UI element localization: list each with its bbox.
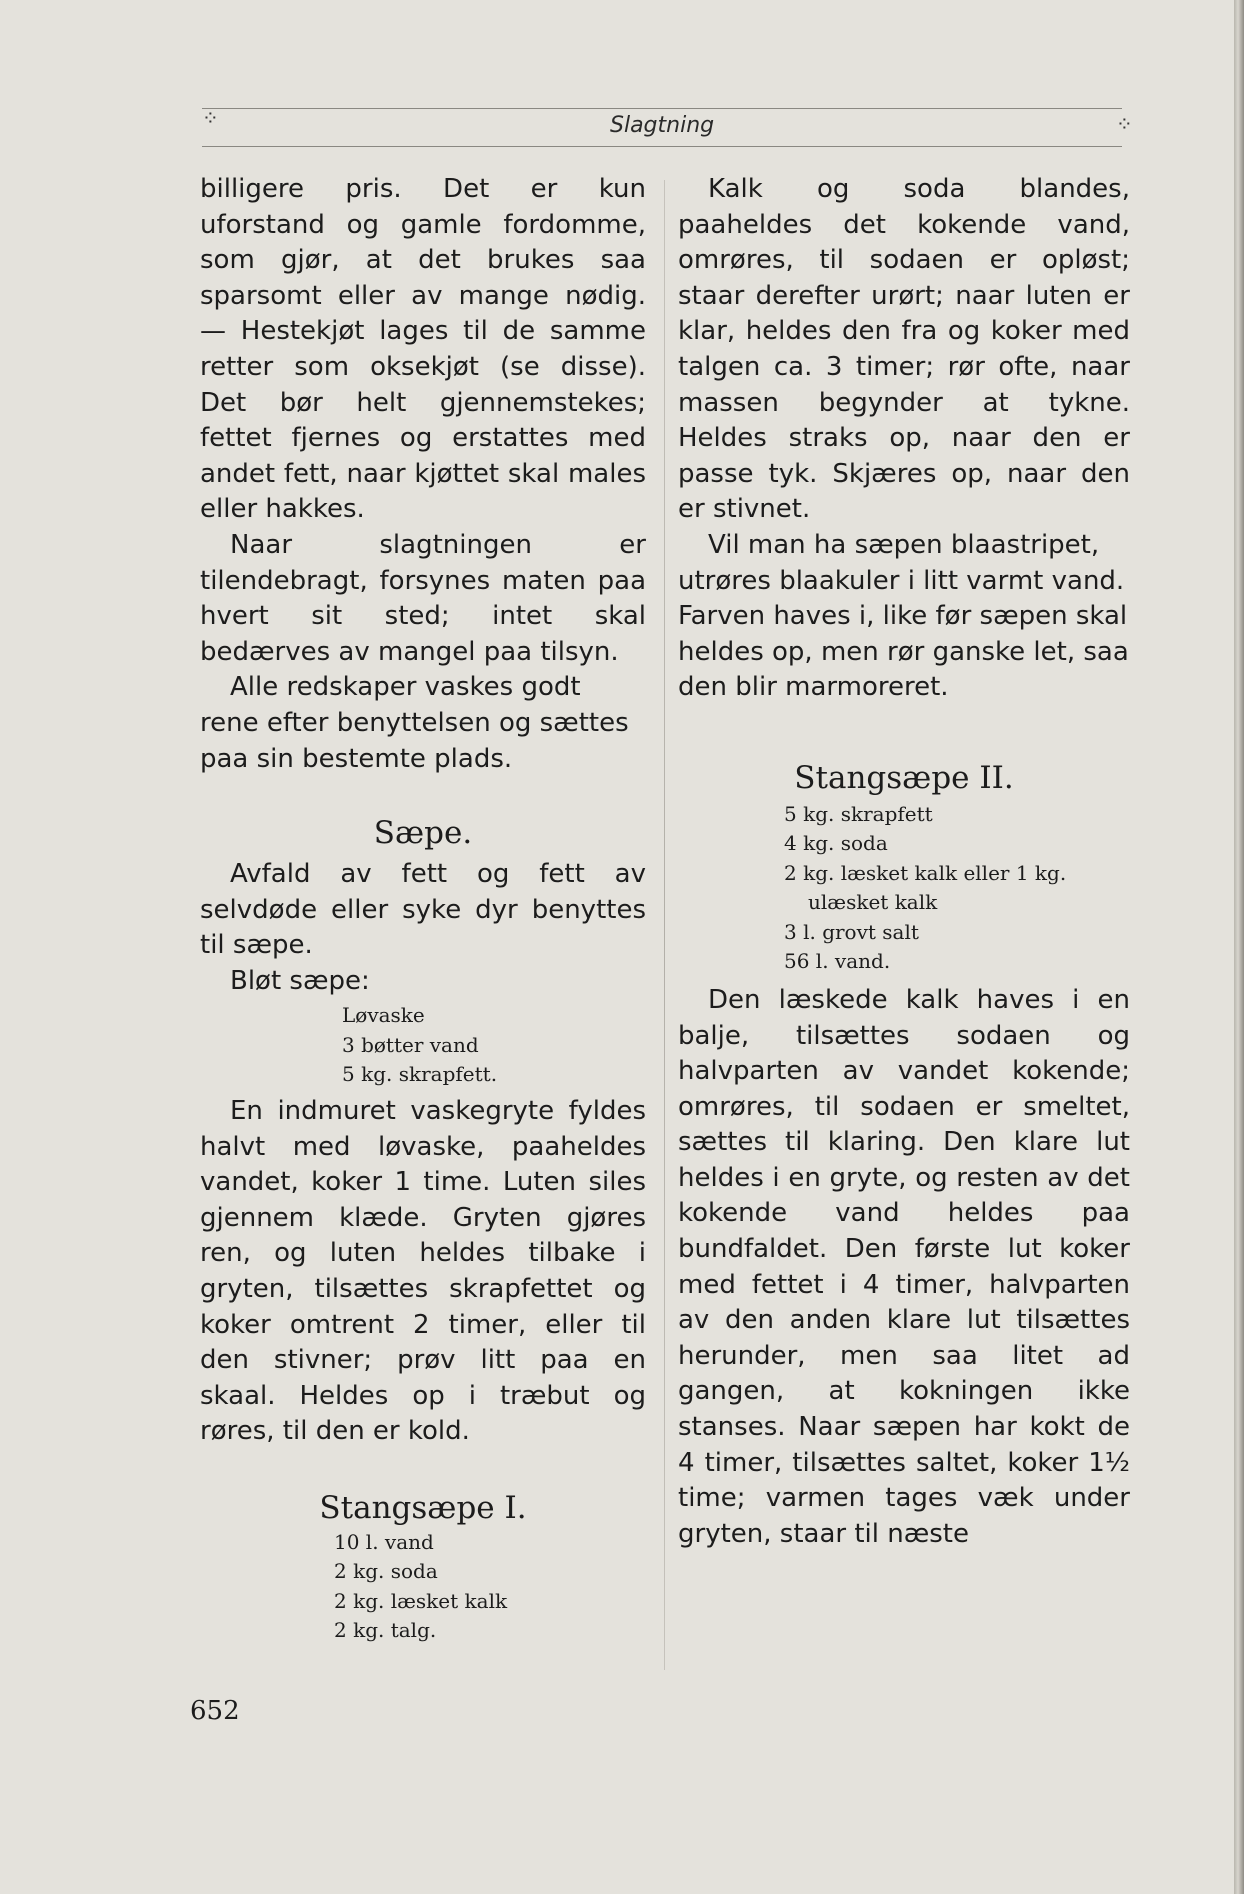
column-divider: [664, 180, 665, 1670]
header-ornament-left: ⁘: [202, 106, 219, 130]
ingredient: 5 kg. skrapfett.: [342, 1062, 498, 1087]
recipe-label: Bløt sæpe:: [230, 965, 370, 996]
page-number: 652: [190, 1696, 240, 1726]
ingredient-list: [200, 1001, 646, 1090]
ingredient: 2 kg. læsket kalk eller 1 kg.: [784, 860, 1067, 885]
ingredient: 10 l. vand: [334, 1529, 434, 1554]
ingredient: 2 kg. talg.: [334, 1618, 437, 1643]
paragraph: Vil man ha sæpen blaastripet, utrøres blaakuler i litt varmt vand. Farven haves i, like før sæpen skal heldes op, men rør ganske let, saa den blir marmoreret.: [678, 529, 1129, 703]
paragraph: En indmuret vaskegryte fyldes halvt med løvaske, paaheldes vandet, koker 1 time. Luten siles gjennem klæde. Gryten gjøres ren, og luten heldes tilbake i gryten, tilsættes skrapfettet og koker omtrent 2 timer, eller til den stivner; prøv litt paa en skaal. Heldes op i træbut og røres, til den er kold.: [200, 1095, 646, 1447]
header-ornament-right: ⁘: [1116, 112, 1133, 136]
ingredient-list: [678, 800, 1130, 977]
header-rule-bottom: [202, 146, 1122, 147]
ingredient: ulæsket kalk: [808, 890, 938, 915]
paragraph: Den læskede kalk haves i en balje, tilsættes sodaen og halvparten av vandet kokende; omrøres, til sodaen er smeltet, sættes til klaring. Den klare lut heldes i en gryte, og resten av det kokende vand heldes paa bundfaldet. Den første lut koker med fettet i 4 timer, halvparten av den anden klare lut tilsættes herunder, men saa litet ad gangen, at kokningen ikke stanses. Naar sæpen har kokt de 4 timer, tilsættes saltet, koker 1½ time; varmen tages væk under gryten, staar til næste: [678, 984, 1130, 1549]
section-heading: Stangsæpe I.: [319, 1489, 527, 1526]
ingredient: 3 bøtter vand: [342, 1032, 479, 1057]
ingredient: 5 kg. skrapfett: [784, 801, 933, 826]
section-heading: Sæpe.: [373, 815, 473, 852]
ingredient-list: [200, 1528, 646, 1646]
page-edge: [1234, 0, 1244, 1894]
left-column: [200, 172, 646, 1646]
ingredient: 56 l. vand.: [784, 949, 891, 974]
ingredient: 2 kg. læsket kalk: [334, 1588, 508, 1613]
paragraph: billigere pris. Det er kun uforstand og gamle fordomme, som gjør, at det brukes saa sparsomt eller av mange nødig. — Hestekjøt lages til de samme retter som oksekjøt (se disse). Det bør helt gjennemstekes; fettet fjernes og erstattes med andet fett, naar kjøttet skal males eller hakkes.: [200, 174, 646, 525]
right-column: [678, 172, 1130, 1552]
ingredient: 4 kg. soda: [784, 831, 888, 856]
paragraph: Kalk og soda blandes, paaheldes det kokende vand, omrøres, til sodaen er opløst; staar derefter urørt; naar luten er klar, heldes den fra og koker med talgen ca. 3 timer; rør ofte, naar massen begynder at tykne. Heldes straks op, naar den er passe tyk. Skjæres op, naar den er stivnet.: [678, 174, 1130, 525]
paragraph: Alle redskaper vaskes godt rene efter benyttelsen og sættes paa sin bestemte plads.: [200, 672, 629, 774]
ingredient: 3 l. grovt salt: [784, 919, 919, 944]
ingredient: Løvaske: [342, 1003, 425, 1028]
header-rule-top: [202, 108, 1122, 109]
running-header: Slagtning: [610, 113, 715, 138]
ingredient: 2 kg. soda: [334, 1559, 438, 1584]
paragraph: Naar slagtningen er tilendebragt, forsynes maten paa hvert sit sted; intet skal bedærves av mangel paa tilsyn.: [200, 529, 646, 667]
section-heading: Stangsæpe II.: [794, 759, 1014, 796]
paragraph: Avfald av fett og fett av selvdøde eller syke dyr benyttes til sæpe.: [200, 859, 646, 961]
